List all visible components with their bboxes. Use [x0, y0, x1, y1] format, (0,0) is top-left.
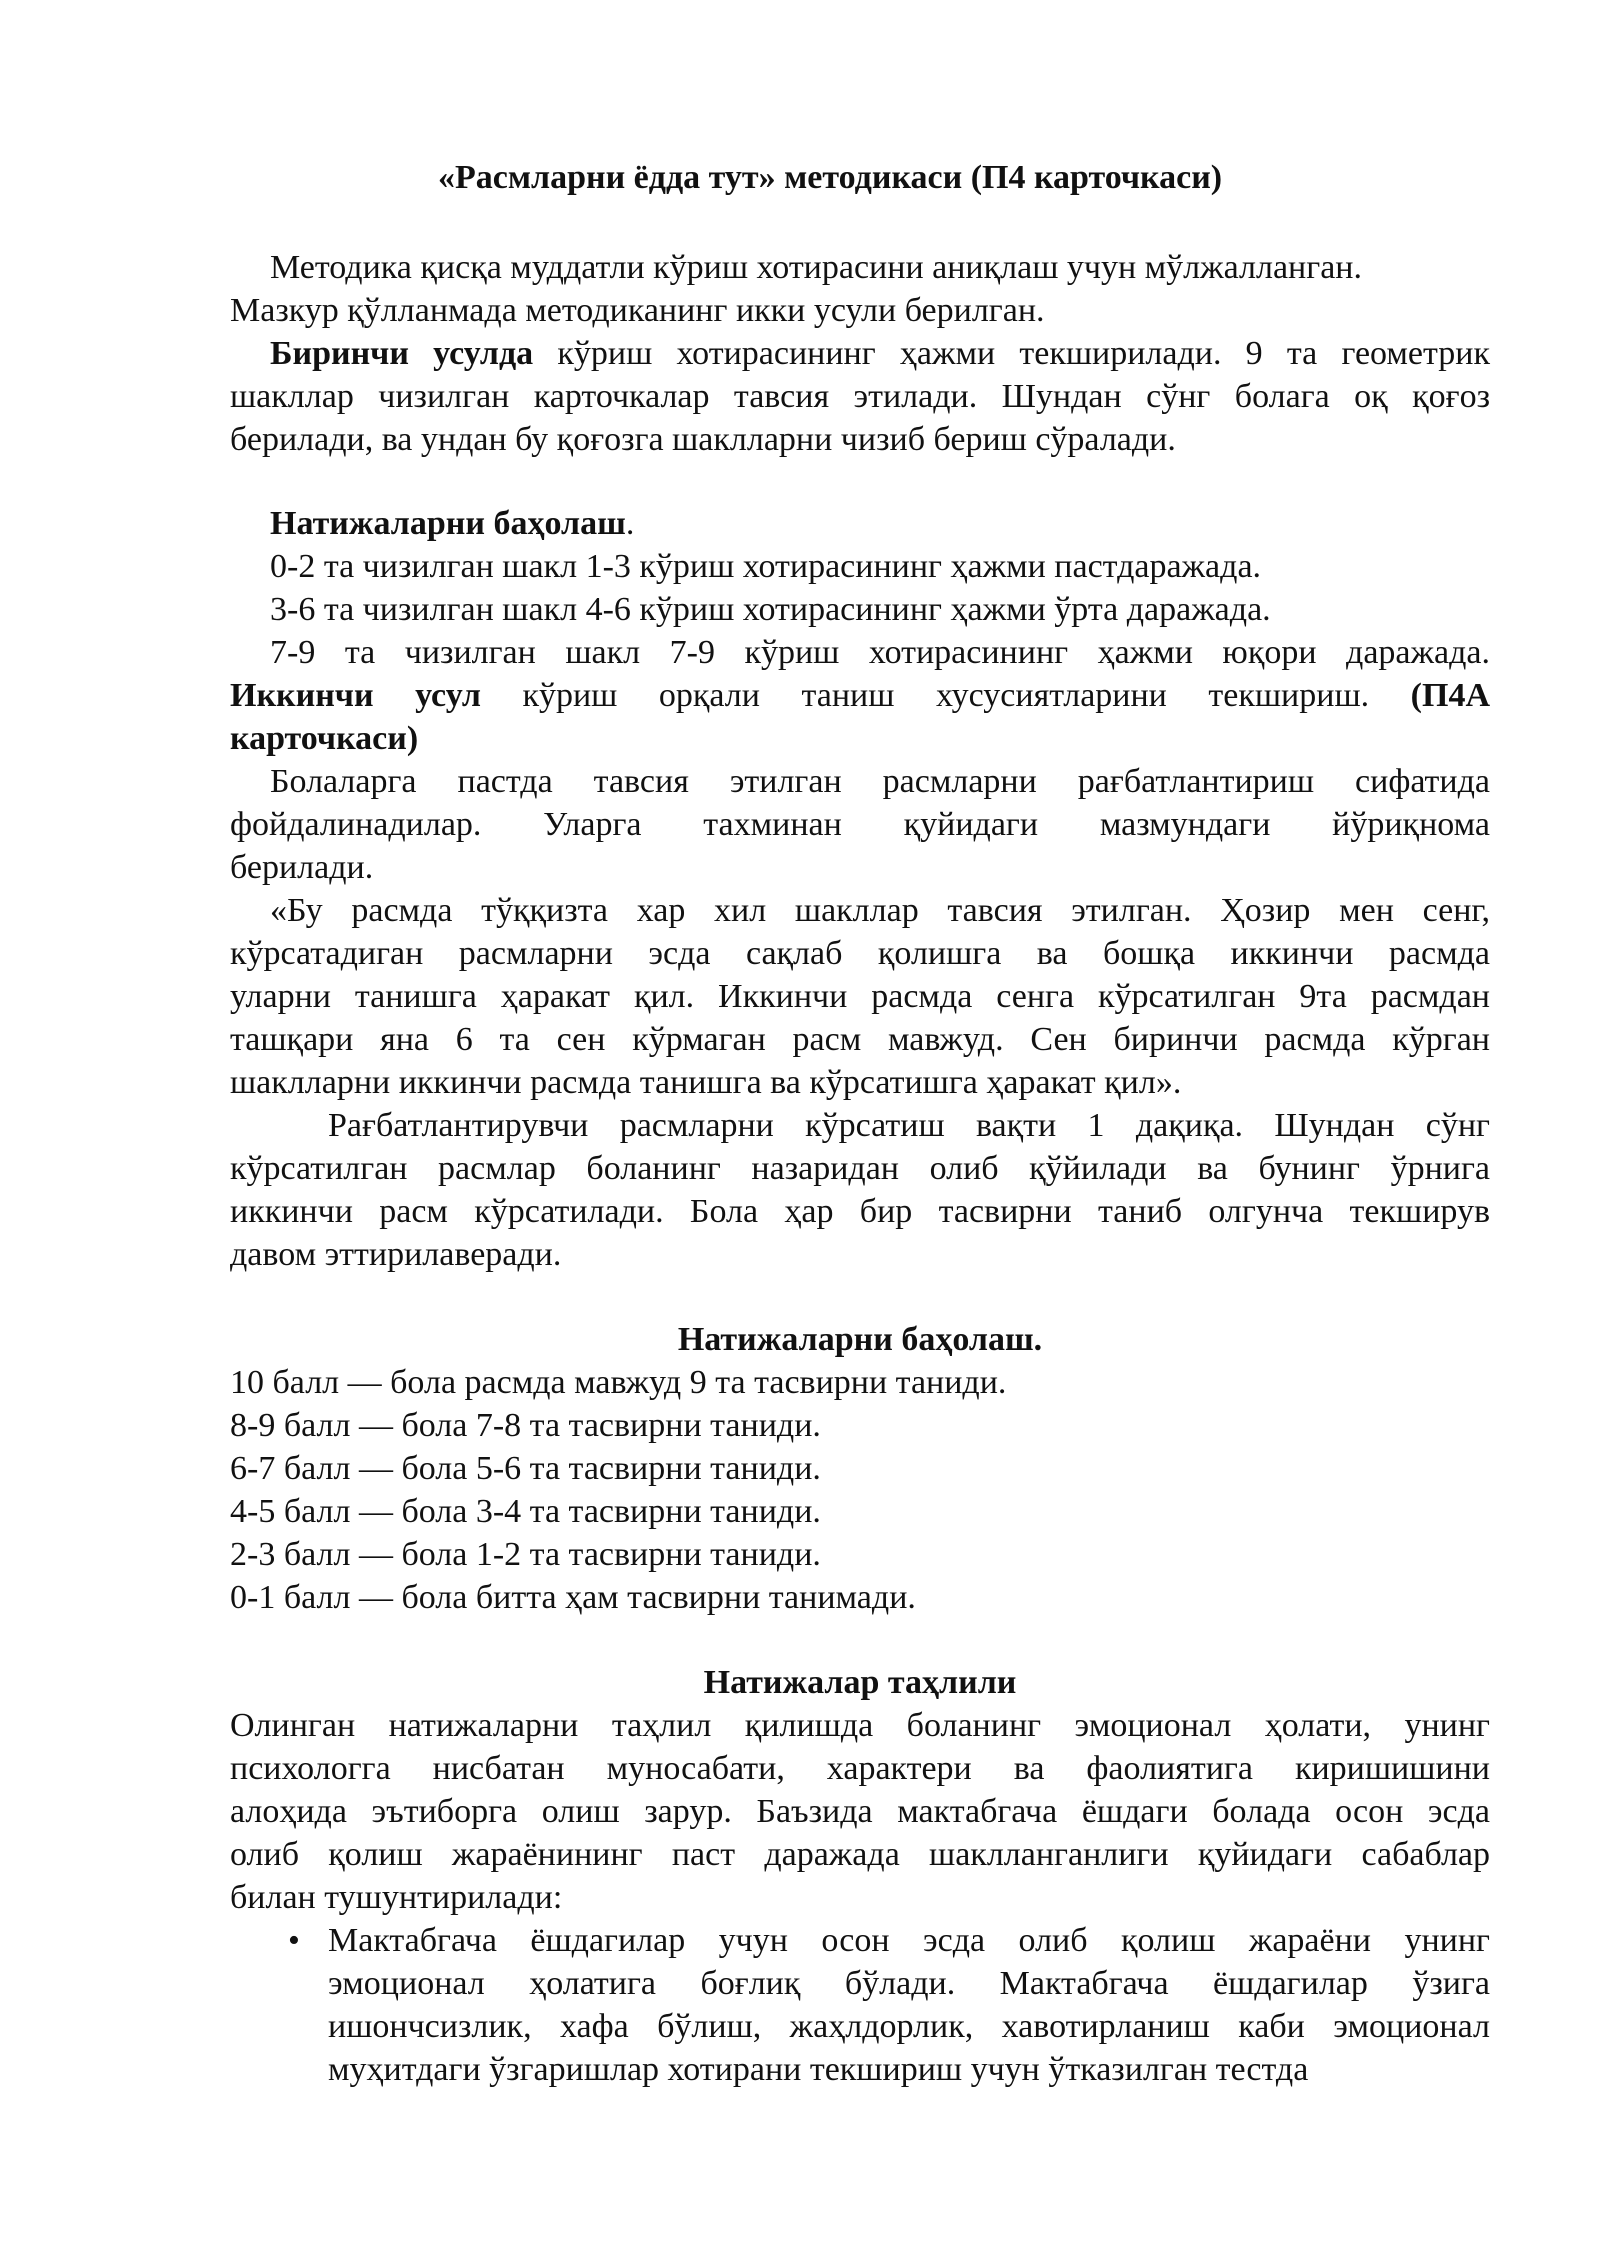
method2-line-1-rest: кўриш орқали таниш хусусиятларини текшириш.	[480, 677, 1411, 714]
intro-line-2: Мазкур қўлланмада методиканинг икки усули берилган.	[230, 292, 1045, 329]
method2-p1-line-1: Болаларга пастда тавсия этилган расмларни рағбатлантириш сифатида	[270, 763, 1490, 800]
instruction-quote-line-1: «Бу расмда тўққизта хар хил шакллар тавсия этилган. Ҳозир мен сенг,	[270, 892, 1490, 929]
score-row-2-3: 2-3 балл — бола 1-2 та тасвирни таниди.	[230, 1536, 821, 1573]
analysis-line-4: олиб қолиш жараёнининг паст даражада шаклланганлиги қуйидаги сабаблар	[230, 1836, 1490, 1873]
method2-p2-line-2: кўрсатилган расмлар боланинг назаридан олиб қўйилади ва бунинг ўрнига	[230, 1150, 1490, 1187]
score-row-8-9: 8-9 балл — бола 7-8 та тасвирни таниди.	[230, 1407, 821, 1444]
bullet-item-line-3: ишончсизлик, хафа бўлиш, жаҳлдорлик, хавотирланиш каби эмоционал	[328, 2008, 1490, 2045]
analysis-line-3: алоҳида эътиборга олиш зарур. Баъзида мактабгача ёшдаги болада осон эсда	[230, 1793, 1490, 1830]
eval1-result-1: 0-2 та чизилган шакл 1-3 кўриш хотирасининг ҳажми пастдаражада.	[270, 548, 1262, 585]
eval1-heading: Натижаларни баҳолаш	[270, 505, 626, 542]
method1-line-2: шакллар чизилган карточкалар тавсия этилади. Шундан сўнг болага оқ қоғоз	[230, 378, 1490, 415]
method1-line-1-rest: кўриш хотирасининг ҳажми текширилади. 9 та геометрик	[533, 335, 1490, 372]
instruction-quote-line-2: кўрсатадиган расмларни эсда сақлаб қолишга ва бошқа иккинчи расмда	[230, 935, 1490, 972]
eval1-heading-dot: .	[625, 505, 635, 542]
method1-line-3: берилади, ва ундан бу қоғозга шаклларни чизиб бериш сўралади.	[230, 421, 1176, 458]
method2-p1-line-2: фойдалинадилар. Уларга тахминан қуйидаги мазмундаги йўриқнома	[230, 806, 1490, 843]
bullet-item-line-4: муҳитдаги ўзгаришлар хотирани текшириш учун ўтказилган тестда	[328, 2051, 1309, 2088]
method2-card-ref-cont: карточкаси)	[230, 720, 419, 757]
instruction-quote-line-5: шаклларни иккинчи расмда танишга ва кўрсатишга ҳаракат қил».	[230, 1064, 1182, 1101]
score-row-10: 10 балл — бола расмда мавжуд 9 та тасвирни таниди.	[230, 1364, 1007, 1401]
analysis-line-2: психологга нисбатан муносабати, характери ва фаолиятига киришишини	[230, 1750, 1490, 1787]
eval1-result-2: 3-6 та чизилган шакл 4-6 кўриш хотирасининг ҳажми ўрта даражада.	[270, 591, 1271, 628]
intro-line-1: Методика қисқа муддатли кўриш хотирасини аниқлаш учун мўлжалланган.	[270, 249, 1362, 286]
method2-p1-line-3: берилади.	[230, 849, 374, 886]
method2-p2-line-3: иккинчи расм кўрсатилади. Бола ҳар бир тасвирни таниб олгунча текширув	[230, 1193, 1490, 1230]
method2-p2-line-1: Рағбатлантирувчи расмларни кўрсатиш вақти 1 дақиқа. Шундан сўнг	[328, 1107, 1490, 1144]
instruction-quote-line-4: ташқари яна 6 та сен кўрмаган расм мавжуд. Сен биринчи расмда кўрган	[230, 1021, 1490, 1058]
eval1-heading-line	[230, 502, 1490, 546]
score-row-4-5: 4-5 балл — бола 3-4 та тасвирни таниди.	[230, 1493, 821, 1530]
analysis-line-5: билан тушунтирилади:	[230, 1879, 563, 1916]
method2-line-1	[230, 674, 1490, 718]
bullet-item-line-2: эмоционал ҳолатига боғлиқ бўлади. Мактабгача ёшдагилар ўзига	[328, 1965, 1490, 2002]
method1-lead: Биринчи усулда	[270, 335, 534, 372]
eval2-heading: Натижаларни баҳолаш.	[677, 1321, 1043, 1358]
bullet-text-1: Мактабгача ёшдагилар учун осон эсда олиб қолиш жараёни унинг	[328, 1922, 1490, 1959]
method2-lead: Иккинчи усул	[230, 677, 481, 714]
bullet-icon: •	[288, 1922, 300, 1959]
score-row-6-7: 6-7 балл — бола 5-6 та тасвирни таниди.	[230, 1450, 821, 1487]
analysis-heading: Натижалар таҳлили	[703, 1664, 1017, 1701]
method1-line-1	[230, 332, 1490, 376]
bullet-item-line-1	[230, 1919, 1490, 1963]
score-row-0-1: 0-1 балл — бола битта ҳам тасвирни танимади.	[230, 1579, 916, 1616]
analysis-line-1: Олинган натижаларни таҳлил қилишда боланинг эмоционал ҳолати, унинг	[230, 1707, 1490, 1744]
eval1-result-3: 7-9 та чизилган шакл 7-9 кўриш хотирасининг ҳажми юқори даражада.	[270, 634, 1490, 671]
instruction-quote-line-3: уларни танишга ҳаракат қил. Иккинчи расмда сенга кўрсатилган 9та расмдан	[230, 978, 1490, 1015]
method2-p2-line-4: давом эттирилаверади.	[230, 1236, 562, 1273]
method2-card-ref: (П4А	[1410, 677, 1490, 714]
page-title: «Расмларни ёдда тут» методикаси (П4 карточкаси)	[438, 159, 1223, 196]
